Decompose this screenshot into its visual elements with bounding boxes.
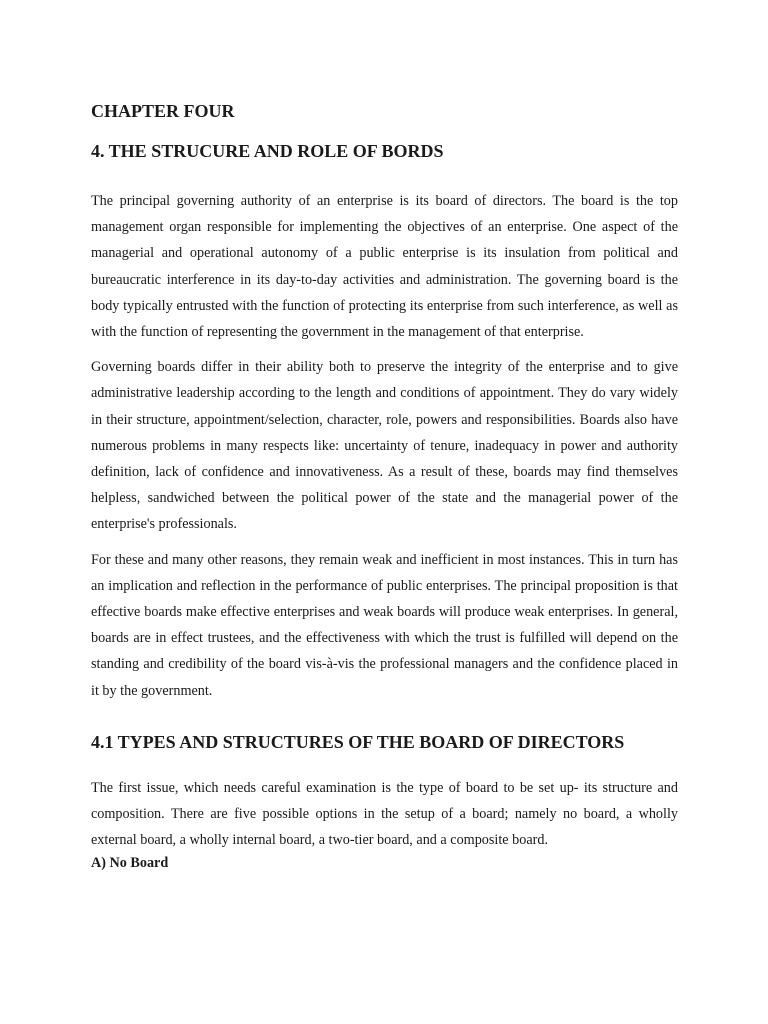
chapter-label: CHAPTER FOUR — [91, 101, 235, 121]
page-content — [91, 98, 678, 873]
subheading-no-board: A) No Board — [91, 855, 169, 872]
body-paragraph-1: The principal governing authority of an enterprise is its board of directors. The board is the top management organ responsible for implementing the objectives of an enterprise. One aspect of the managerial and operational autonomy of a public enterprise is its insulation from political and bureaucratic interference in its day-to-day activities and administration. The governing board is the body typically entrusted with the function of protecting its enterprise from such interference, as well as with the function of representing the government in the management of that enterprise. — [91, 193, 678, 341]
body-paragraph-2: Governing boards differ in their ability both to preserve the integrity of the enterprise and to give administrative leadership according to the length and conditions of appointment. They do vary widely in their structure, appointment/selection, character, role, powers and responsibilities. Boards also have numerous problems in many respects like: uncertainty of tenure, inadequacy in power and authority definition, lack of confidence and innovativeness. As a result of these, boards may find themselves helpless, sandwiched between the political power of the state and the managerial power of the enterprise's professionals. — [91, 359, 678, 533]
chapter-title: 4. THE STRUCURE AND ROLE OF BORDS — [91, 141, 444, 161]
section-paragraph: The first issue, which needs careful examination is the type of board to be set up- its structure and composition. There are five possible options in the setup of a board; namely no board, a wholly external board, a wholly internal board, a two-tier board, and a composite board. — [91, 779, 678, 849]
section-title: 4.1 TYPES AND STRUCTURES OF THE BOARD OF DIRECTORS — [91, 731, 625, 752]
body-paragraph-3: For these and many other reasons, they remain weak and inefficient in most instances. This in turn has an implication and reflection in the performance of public enterprises. The principal proposition is that effective boards make effective enterprises and weak boards will produce weak enterprises. In general, boards are in effect trustees, and the effectiveness with which the trust is fulfilled will depend on the standing and credibility of the board vis-à-vis the professional managers and the confidence placed in it by the government. — [91, 551, 678, 699]
